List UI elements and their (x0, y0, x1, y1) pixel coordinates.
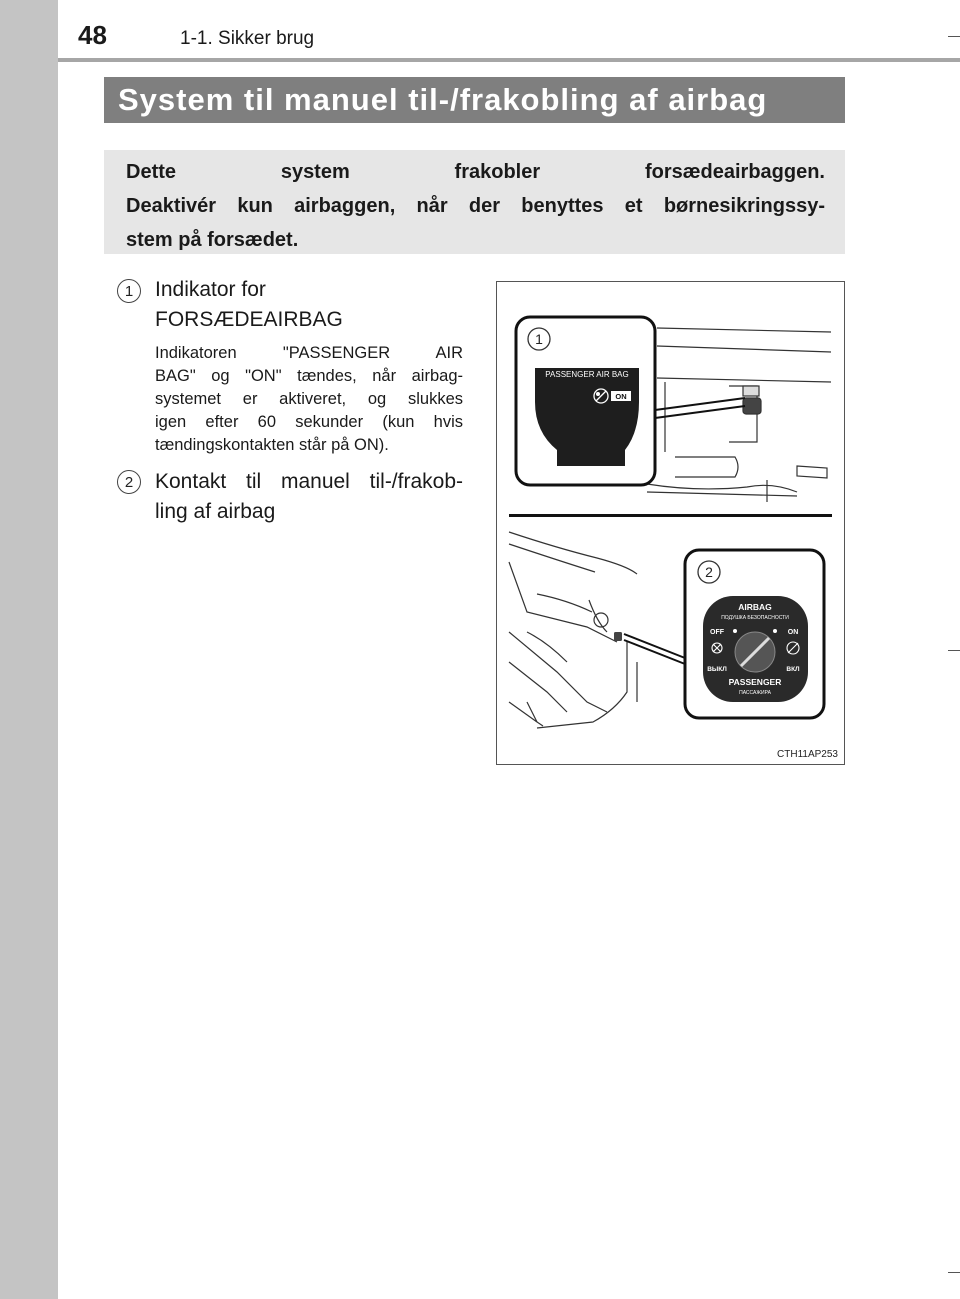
item-desc-line: igen efter 60 sekunder (kun hvis (155, 413, 463, 431)
page-number: 48 (78, 20, 107, 50)
switch-top-label-ru: ПОДУШКА БЕЗОПАСНОСТИ (721, 615, 789, 621)
key-switch-icon (735, 632, 775, 672)
intro-line: Deaktivér kun airbaggen, når der benyttes et børnesikringssy- (126, 195, 825, 217)
switch-sketch-top (743, 386, 761, 414)
side-strip (0, 0, 58, 1299)
item-desc-line: Indikatoren "PASSENGER AIR (155, 344, 463, 362)
callout-number-2: 2 (705, 564, 713, 580)
item-number-badge: 1 (117, 279, 141, 303)
intro-line: stem på forsædet. (126, 229, 299, 251)
page-title: System til manuel til-/frakobling af airbag (118, 82, 768, 117)
item-desc-line: tændingskontakten står på ON). (155, 436, 389, 454)
title-banner (104, 77, 845, 123)
switch-bottom-label: PASSENGER (728, 677, 782, 687)
callout-number-1: 1 (535, 331, 543, 347)
item-description (155, 342, 463, 457)
switch-bottom-label-ru: ПАССАЖИРА (739, 690, 771, 696)
dashboard-sketch-bottom (509, 532, 637, 728)
figure-code: CTH11AP253 (777, 749, 838, 760)
figure-divider (509, 514, 832, 517)
item-title (155, 275, 463, 335)
item-title-line: Indikator for (155, 278, 266, 301)
item-title-line: FORSÆDEAIRBAG (155, 308, 343, 331)
item-title-line: ling af airbag (155, 500, 276, 523)
callout-pointer (655, 398, 745, 418)
switch-top-label: AIRBAG (738, 602, 772, 612)
intro-line: Dette system frakobler forsædeairbaggen. (126, 161, 825, 183)
off-dot (733, 629, 737, 633)
item-desc-line: systemet er aktiveret, og slukkes (155, 390, 463, 408)
airbag-figure (496, 281, 845, 765)
crop-mark (948, 1272, 960, 1273)
crop-mark (948, 650, 960, 651)
switch-off-ru: ВЫКЛ (707, 666, 727, 673)
switch-off-label: OFF (710, 629, 724, 636)
header-rule (58, 58, 960, 62)
item-desc-line: BAG" og "ON" tændes, når airbag- (155, 367, 463, 385)
switch-on-label: ON (787, 629, 799, 636)
on-dot (773, 629, 777, 633)
item-title-line: Kontakt til manuel til-/frakob- (155, 470, 463, 493)
item-number-badge: 2 (117, 470, 141, 494)
callout-pointer (624, 634, 685, 664)
item-title (155, 467, 463, 527)
intro-box (104, 150, 845, 254)
airbag-illustration (497, 282, 844, 764)
switch-on-ru: ВКЛ (786, 666, 800, 673)
indicator-label: PASSENGER AIR BAG (545, 370, 629, 379)
switch-sketch-bottom (614, 632, 622, 641)
section-label: 1-1. Sikker brug (180, 28, 315, 49)
indicator-on-tag: ON (615, 392, 627, 401)
crop-mark (948, 36, 960, 37)
